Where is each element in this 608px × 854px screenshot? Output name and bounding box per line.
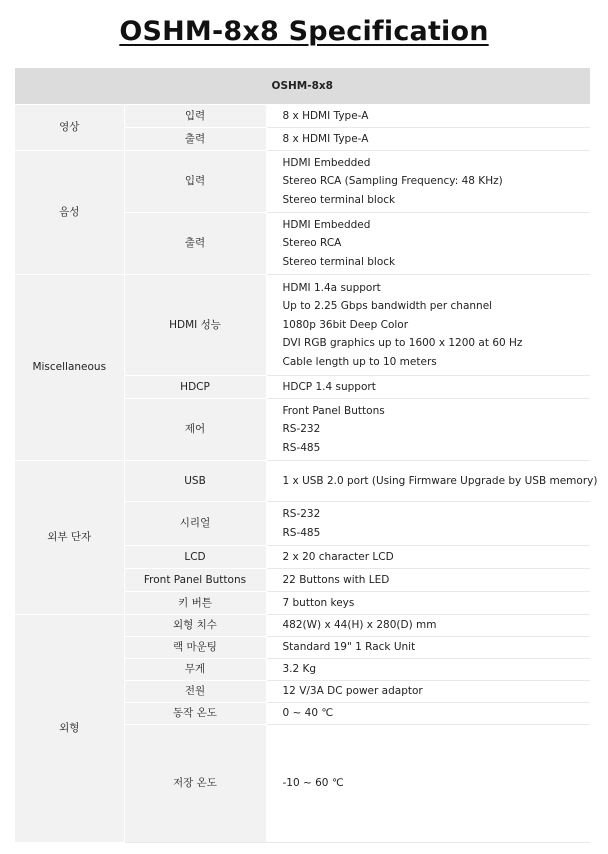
physical-sttemp-value: -10 ~ 60 ℃ [266,725,590,843]
table-row [15,105,590,128]
audio-input-values: HDMI Embedded Stereo RCA (Sampling Frequency: 48 KHz) Stereo terminal block [266,151,590,213]
misc-hdmi-values: HDMI 1.4a support Up to 2.25 Gbps bandwidth per channel 1080p 36bit Deep Color DVI RGB graphics up to 1600 x 1200 at 60 Hz Cable length up to 10 meters [266,275,590,376]
external-usb-value: 1 x USB 2.0 port (Using Firmware Upgrade by USB memory) [266,461,590,502]
category-misc: Miscellaneous [15,275,124,461]
external-serial-values: RS-232 RS-485 [266,502,590,546]
misc-hdcp-value: HDCP 1.4 support [266,376,590,399]
document-title: OSHM-8x8 Specification [119,16,489,47]
external-lcd-value: 2 x 20 character LCD [266,546,590,569]
physical-optemp-value: 0 ~ 40 ℃ [266,703,590,725]
table-row [15,615,590,637]
spec-table [15,68,598,843]
table-row [15,461,590,502]
physical-power-label: 전원 [124,681,266,703]
external-keys-label: 키 버튼 [124,592,266,615]
misc-hdcp-label: HDCP [124,376,266,399]
audio-output-label: 출력 [124,213,266,275]
category-video: 영상 [15,105,124,151]
audio-input-label: 입력 [124,151,266,213]
table-row [15,151,590,213]
external-keys-value: 7 button keys [266,592,590,615]
external-serial-label: 시리얼 [124,502,266,546]
physical-weight-label: 무게 [124,659,266,681]
video-output-label: 출력 [124,128,266,151]
document-title-container [0,16,608,47]
video-input-value: 8 x HDMI Type-A [266,105,590,128]
audio-output-values: HDMI Embedded Stereo RCA Stereo terminal block [266,213,590,275]
misc-control-label: 제어 [124,399,266,461]
video-output-value: 8 x HDMI Type-A [266,128,590,151]
external-fpb-value: 22 Buttons with LED [266,569,590,592]
table-header: OSHM-8x8 [15,68,590,105]
external-usb-label: USB [124,461,266,502]
misc-hdmi-label: HDMI 성능 [124,275,266,376]
physical-rack-value: Standard 19" 1 Rack Unit [266,637,590,659]
video-input-label: 입력 [124,105,266,128]
category-audio: 음성 [15,151,124,275]
table-row [15,275,590,376]
physical-dim-label: 외형 치수 [124,615,266,637]
category-physical: 외형 [15,615,124,843]
category-external: 외부 단자 [15,461,124,615]
physical-optemp-label: 동작 온도 [124,703,266,725]
table-header-row [15,68,590,105]
physical-power-value: 12 V/3A DC power adaptor [266,681,590,703]
physical-rack-label: 랙 마운팅 [124,637,266,659]
external-lcd-label: LCD [124,546,266,569]
misc-control-values: Front Panel Buttons RS-232 RS-485 [266,399,590,461]
physical-sttemp-label: 저장 온도 [124,725,266,843]
external-fpb-label: Front Panel Buttons [124,569,266,592]
physical-dim-value: 482(W) x 44(H) x 280(D) mm [266,615,590,637]
physical-weight-value: 3.2 Kg [266,659,590,681]
